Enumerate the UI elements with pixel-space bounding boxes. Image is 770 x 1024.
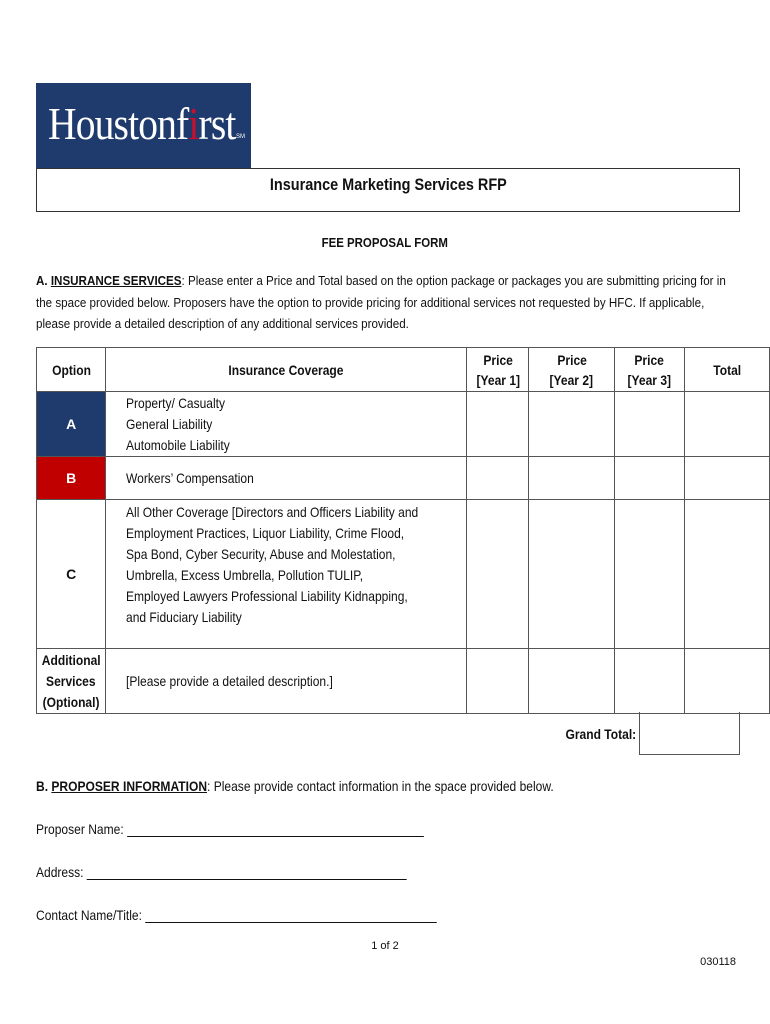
option-b-cell: B bbox=[37, 457, 106, 500]
option-additional-cell: Additional Services (Optional) bbox=[37, 649, 106, 714]
price-year1-input[interactable] bbox=[467, 392, 529, 457]
form-heading: FEE PROPOSAL FORM bbox=[321, 235, 449, 250]
total-input[interactable] bbox=[684, 392, 769, 457]
proposer-name-label: Proposer Name: bbox=[36, 821, 124, 837]
price-year3-input[interactable] bbox=[614, 392, 684, 457]
price-year2-input[interactable] bbox=[529, 392, 614, 457]
coverage-cell: [Please provide a detailed description.] bbox=[106, 649, 467, 714]
fee-proposal-table bbox=[36, 347, 770, 714]
page-number: 1 of 2 bbox=[371, 940, 399, 952]
document-title: Insurance Marketing Services RFP bbox=[36, 168, 740, 212]
section-b-instructions: B. PROPOSER INFORMATION: Please provide contact information in the space provided below. bbox=[36, 778, 554, 794]
total-input[interactable] bbox=[684, 457, 769, 500]
price-year1-input[interactable] bbox=[467, 500, 529, 649]
price-year2-input[interactable] bbox=[529, 500, 614, 649]
price-year1-input[interactable] bbox=[467, 649, 529, 714]
address-line[interactable] bbox=[87, 865, 407, 880]
coverage-cell: Workers’ Compensation bbox=[106, 457, 467, 500]
table-row bbox=[37, 649, 770, 714]
header-price-year3: Price [Year 3] bbox=[614, 348, 684, 392]
price-year2-input[interactable] bbox=[529, 457, 614, 500]
contact-name-title-field[interactable] bbox=[36, 907, 437, 923]
section-a-instructions: A. INSURANCE SERVICES: Please enter a Price and Total based on the option package or packages you are submitting pricing for in the space provided below. Proposers have the option to provide pricing for additional services not requested by HFC. If applicable, please provide a detailed description of any additional services provided. bbox=[36, 273, 726, 331]
address-field[interactable] bbox=[36, 864, 407, 880]
header-option: Option bbox=[37, 348, 106, 392]
contact-name-title-label: Contact Name/Title: bbox=[36, 907, 142, 923]
proposer-name-field[interactable] bbox=[36, 821, 424, 837]
section-b-heading: PROPOSER INFORMATION bbox=[51, 778, 208, 794]
price-year3-input[interactable] bbox=[614, 457, 684, 500]
form-code: 030118 bbox=[700, 956, 736, 968]
header-price-year1: Price [Year 1] bbox=[467, 348, 529, 392]
table-header-row bbox=[37, 348, 770, 392]
table-row bbox=[37, 500, 770, 649]
coverage-cell: All Other Coverage [Directors and Officers Liability and Employment Practices, Liquor Liability, Crime Flood, Spa Bond, Cyber Security, Abuse and Molestation, Umbrella, Excess Umbrella, Pollution TULIP, Employed Lawyers Professional Liability Kidnapping, and Fiduciary Liability bbox=[106, 500, 467, 649]
coverage-cell: Property/ Casualty General Liability Automobile Liability bbox=[106, 392, 467, 457]
table-row bbox=[37, 457, 770, 500]
grand-total-input[interactable] bbox=[639, 712, 740, 755]
header-total: Total bbox=[684, 348, 769, 392]
header-price-year2: Price [Year 2] bbox=[529, 348, 614, 392]
grand-total-label: Grand Total: bbox=[565, 726, 636, 742]
total-input[interactable] bbox=[684, 500, 769, 649]
table-row bbox=[37, 392, 770, 457]
section-a-heading: INSURANCE SERVICES bbox=[50, 273, 182, 288]
address-label: Address: bbox=[36, 864, 84, 880]
houstonfirst-logo: Houstonfirst SM bbox=[36, 83, 251, 168]
option-c-cell: C bbox=[37, 500, 106, 649]
header-coverage: Insurance Coverage bbox=[106, 348, 467, 392]
contact-name-title-line[interactable] bbox=[145, 908, 437, 923]
total-input[interactable] bbox=[684, 649, 769, 714]
proposer-name-line[interactable] bbox=[127, 822, 424, 837]
option-a-cell: A bbox=[37, 392, 106, 457]
price-year1-input[interactable] bbox=[467, 457, 529, 500]
price-year3-input[interactable] bbox=[614, 649, 684, 714]
grand-total bbox=[548, 712, 740, 755]
price-year2-input[interactable] bbox=[529, 649, 614, 714]
price-year3-input[interactable] bbox=[614, 500, 684, 649]
